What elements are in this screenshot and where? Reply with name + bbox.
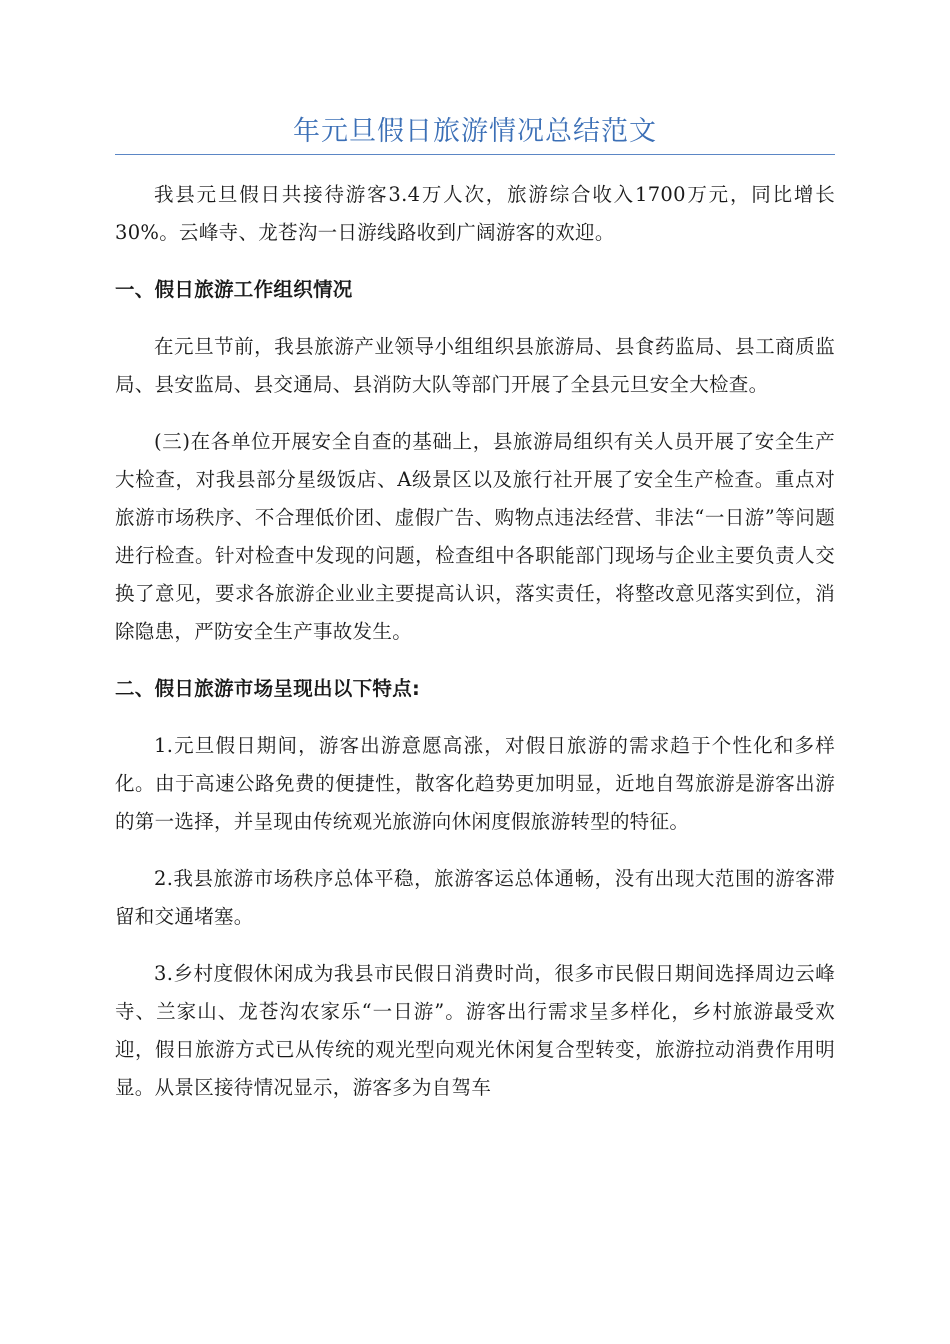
intro-paragraph: 我县元旦假日共接待游客3.4万人次，旅游综合收入1700万元，同比增长30%。云峰寺、龙苍沟一日游线路收到广阔游客的欢迎。 <box>115 183 835 244</box>
section-2-paragraph-2: 2.我县旅游市场秩序总体平稳，旅游客运总体通畅，没有出现大范围的游客滞留和交通堵塞。 <box>115 867 835 928</box>
section-2-paragraph-1: 1.元旦假日期间，游客出游意愿高涨，对假日旅游的需求趋于个性化和多样化。由于高速公路免费的便捷性，散客化趋势更加明显，近地自驾旅游是游客出游的第一选择，并呈现由传统观光旅游向休闲度假旅游转型的特征。 <box>115 734 835 833</box>
section-2-paragraph-3: 3.乡村度假休闲成为我县市民假日消费时尚，很多市民假日期间选择周边云峰寺、兰家山、龙苍沟农家乐“一日游”。游客出行需求呈多样化，乡村旅游最受欢迎，假日旅游方式已从传统的观光型向观光休闲复合型转变，旅游拉动消费作用明显。从景区接待情况显示，游客多为自驾车 <box>115 962 835 1099</box>
document-body <box>115 176 835 1126</box>
document-title: 年元旦假日旅游情况总结范文 <box>293 116 657 147</box>
section-1-heading: 一、假日旅游工作组织情况 <box>115 278 353 301</box>
section-1-paragraph-2: (三)在各单位开展安全自查的基础上，县旅游局组织有关人员开展了安全生产大检查，对我县部分星级饭店、A级景区以及旅行社开展了安全生产检查。重点对旅游市场秩序、不合理低价团、虚假广告、购物点违法经营、非法“一日游”等问题进行检查。针对检查中发现的问题，检查组中各职能部门现场与企业主要负责人交换了意见，要求各旅游企业业主要提高认识，落实责任，将整改意见落实到位，消除隐患，严防安全生产事故发生。 <box>115 430 835 643</box>
section-1-paragraph-1: 在元旦节前，我县旅游产业领导小组组织县旅游局、县食药监局、县工商质监局、县安监局、县交通局、县消防大队等部门开展了全县元旦安全大检查。 <box>115 335 835 396</box>
section-2-heading: 二、假日旅游市场呈现出以下特点: <box>115 677 421 700</box>
title-underline <box>115 154 835 155</box>
